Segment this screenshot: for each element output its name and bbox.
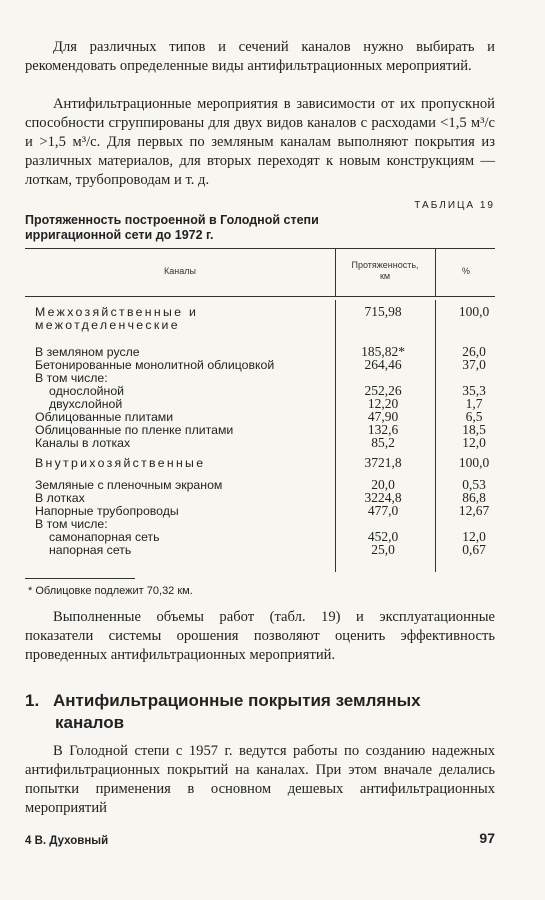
table-row bbox=[25, 479, 495, 492]
row-percent: 35,3 bbox=[462, 383, 486, 398]
table-footnote: * Облицовке подлежит 70,32 км. bbox=[28, 585, 193, 597]
row-name: Каналы в лотках bbox=[35, 436, 131, 450]
row-length: 47,90 bbox=[367, 409, 399, 424]
row-length: 132,6 bbox=[367, 422, 399, 437]
paragraph-3: Выполненные объемы работ (табл. 19) и эксплуатационные показатели системы орошения позволяют оценить эффективность проведенных антифильтрационных мероприятий. bbox=[25, 609, 495, 663]
row-length: 452,0 bbox=[367, 529, 399, 544]
row-percent: 26,0 bbox=[462, 344, 486, 359]
page-number: 97 bbox=[479, 830, 495, 846]
paragraph-1: Для различных типов и сечений каналов нужно выбирать и рекомендовать определенные виды антифильтрационных мероприятий. bbox=[25, 39, 495, 74]
row-percent: 0,67 bbox=[462, 542, 486, 557]
row-name: Облицованные плитами bbox=[35, 410, 174, 424]
table-title: Протяженность построенной в Голодной степи ирригационной сети до 1972 г. bbox=[25, 213, 319, 242]
row-name: самонапорная сеть bbox=[49, 530, 160, 544]
row-name: Земляные с пленочным экраном bbox=[35, 478, 223, 492]
table-header-length: Протяженность, км bbox=[351, 260, 419, 281]
table-header-channels: Каналы bbox=[164, 266, 196, 276]
row-percent: 0,53 bbox=[462, 477, 486, 492]
row-percent: 18,5 bbox=[462, 422, 486, 437]
table-header-rule bbox=[25, 296, 495, 297]
row-length: 252,26 bbox=[364, 383, 402, 398]
table-col-divider-2 bbox=[435, 248, 436, 296]
footer-signature: 4 В. Духовный bbox=[25, 835, 109, 847]
table-body bbox=[25, 306, 495, 557]
row-length: 264,46 bbox=[364, 357, 402, 372]
row-percent: 12,0 bbox=[462, 435, 486, 450]
row-name: В земляном русле bbox=[35, 345, 140, 359]
row-length: 20,0 bbox=[371, 477, 395, 492]
table-top-rule bbox=[25, 248, 495, 249]
row-name: Межхозяйственные и межотделенческие bbox=[35, 305, 199, 332]
section-number: 1. bbox=[25, 691, 40, 710]
row-percent: 12,0 bbox=[462, 529, 486, 544]
table-col-divider-1 bbox=[335, 248, 336, 296]
section-title-line1: Антифильтрационные покрытия земляных bbox=[53, 691, 421, 710]
row-percent: 86,8 bbox=[462, 490, 486, 505]
row-length: 715,98 bbox=[364, 304, 402, 319]
table-row bbox=[25, 437, 495, 457]
row-percent: 100,0 bbox=[458, 304, 490, 319]
table-row bbox=[25, 457, 495, 479]
row-length: 25,0 bbox=[371, 542, 395, 557]
row-name: напорная сеть bbox=[49, 543, 132, 557]
row-name: Облицованные по пленке плитами bbox=[35, 423, 234, 437]
row-name: В том числе: bbox=[35, 517, 108, 531]
paragraph-4: В Голодной степи с 1957 г. ведутся работы по созданию надежных антифильтрационных покрытий на каналах. При этом вначале делались попытки применения в основном дешевых антифильтрационных мероприятий bbox=[25, 743, 495, 816]
row-percent: 6,5 bbox=[465, 409, 483, 424]
row-percent: 100,0 bbox=[458, 455, 490, 470]
row-length: 3224,8 bbox=[364, 490, 402, 505]
row-name: однослойной bbox=[49, 384, 125, 398]
table-row bbox=[25, 544, 495, 557]
row-percent: 37,0 bbox=[462, 357, 486, 372]
table-label: ТАБЛИЦА 19 bbox=[414, 200, 495, 211]
footnote-rule bbox=[25, 578, 135, 579]
row-length: 477,0 bbox=[367, 503, 399, 518]
row-length: 12,20 bbox=[367, 396, 399, 411]
row-name: двухслойной bbox=[49, 397, 123, 411]
row-name: В лотках bbox=[35, 491, 85, 505]
row-length: 185,82* bbox=[361, 344, 405, 359]
table-row bbox=[25, 306, 495, 346]
row-length: 85,2 bbox=[371, 435, 395, 450]
paragraph-2: Антифильтрационные мероприятия в зависимости от их пропускной способности сгруппированы для двух видов каналов с расходами <1,5 м³/с и >1,5 м³/с. Для первых по земляным каналам выполняют покрытия из различных материалов, для вторых переходят к новым конструкциям — лоткам, трубопроводам и т. д. bbox=[25, 96, 495, 188]
section-heading bbox=[25, 690, 495, 734]
row-name: Напорные трубопроводы bbox=[35, 504, 179, 518]
row-name: В том числе: bbox=[35, 371, 108, 385]
row-name: Внутрихозяйственные bbox=[35, 456, 206, 470]
row-percent: 1,7 bbox=[465, 396, 483, 411]
table-header-percent: % bbox=[461, 266, 470, 276]
row-length: 3721,8 bbox=[364, 455, 402, 470]
section-title-line2: каналов bbox=[55, 713, 125, 732]
row-name: Бетонированные монолитной облицовкой bbox=[35, 358, 275, 372]
row-percent: 12,67 bbox=[458, 503, 490, 518]
